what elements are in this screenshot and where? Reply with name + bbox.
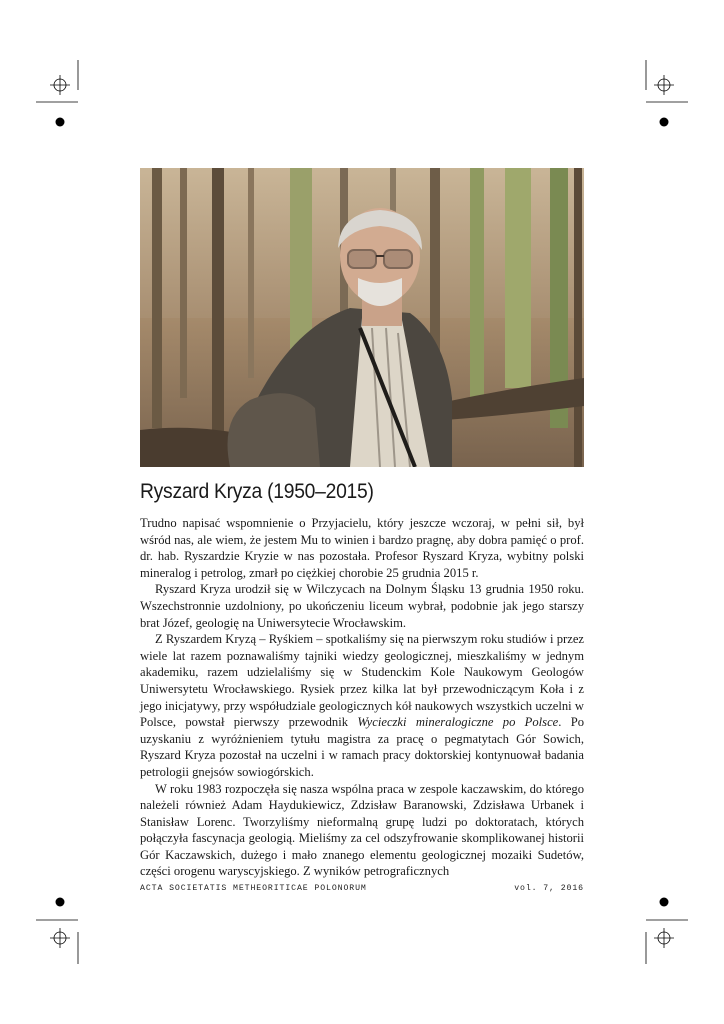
article-body (140, 515, 584, 880)
crop-mark-top-left (28, 60, 98, 135)
paragraph-text: Z Ryszardem Kryzą – Ryśkiem – spotkaliśmy się na pierwszym roku studiów i przez wiele lat razem poznawaliśmy tajniki wiedzy geologicznej, mieszkaliśmy w jednym akademiku, razem udzielaliśmy się w Studenckim Kole Naukowym Geologów Uniwersytetu Wrocławskiego. Rysiek przez kilka lat był przewodniczącym Koła i z jego inicjatywy, przy współudziale geologicznych kół naukowych wszystkich uczelni w Polsce, powstał pierwszy przewodnik (140, 632, 584, 730)
article-title: Ryszard Kryza (1950–2015) (140, 480, 374, 503)
paragraph-text: . Po uzyskaniu z wyróżnieniem tytułu magistra za pracę o pegmatytach Gór Sowich, Ryszard Kryza pozostał na uczelni i w ramach pracy doktorskiej kontynuował badania petrologii gnejsów sowiogórskich. (140, 715, 585, 779)
paragraph: Trudno napisać wspomnienie o Przyjacielu, który jeszcze wczoraj, w pełni sił, był wśród nas, ale wiem, że jestem Mu to winien i bardzo pragnę, aby dobra pamięć o prof. dr. hab. Ryszardzie Kryzie w nas pozostała. Profesor Ryszard Kryza, wybitny polski mineralog i petrolog, zmarł po ciężkiej chorobie 25 grudnia 2015 r. (140, 516, 584, 580)
crop-mark-top-right (626, 60, 696, 135)
crop-mark-bottom-left (28, 892, 98, 967)
paragraph (140, 631, 584, 780)
volume-info: vol. 7, 2016 (514, 884, 584, 893)
journal-name: ACTA SOCIETATIS METHEORITICAE POLONORUM (140, 884, 367, 893)
book-title: Wycieczki mineralogiczne po Polsce (357, 715, 559, 730)
crop-mark-bottom-right (626, 892, 696, 967)
portrait-photo (140, 168, 584, 467)
paragraph: W roku 1983 rozpoczęła się nasza wspólna praca w zespole kaczawskim, do którego należeli również Adam Haydukiewicz, Zdzisław Baranowski, Zdzisława Urbanek i Stanisław Lorenc. Tworzyliśmy nieformalną grupę ludzi po doktoratach, których połączyła fascynacja geologią. Mieliśmy za cel odszyfrowanie skomplikowanej historii Gór Kaczawskich, dużego i mało znanego elementu geologicznej mozaiki Sudetów, części orogenu waryscyjskiego. Z wyników petrograficznych (140, 781, 584, 879)
page-footer (140, 884, 584, 893)
paragraph: Ryszard Kryza urodził się w Wilczycach na Dolnym Śląsku 13 grudnia 1950 roku. Wszechstronnie uzdolniony, po ukończeniu liceum wybrał, podobnie jak jego starszy brat Józef, geologię na Uniwersytecie Wrocławskim. (140, 582, 584, 630)
